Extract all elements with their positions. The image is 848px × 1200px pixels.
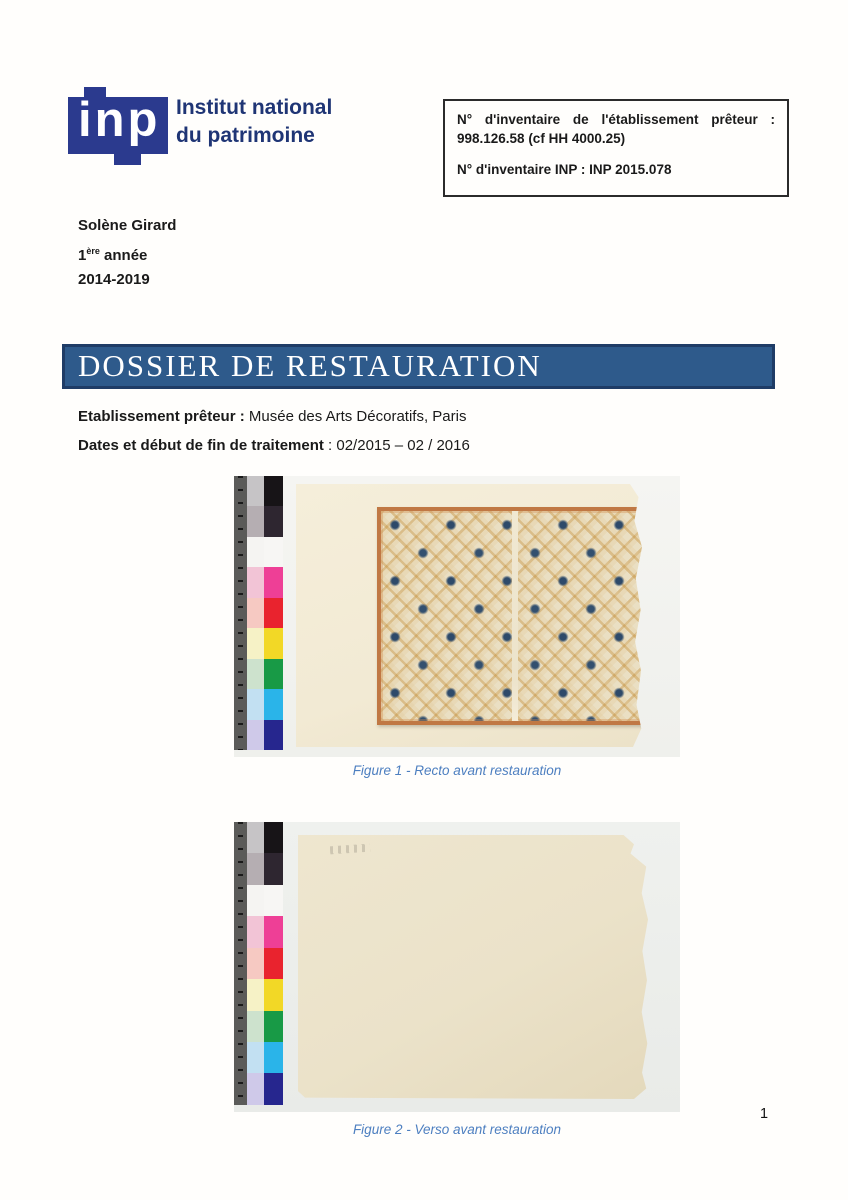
author-period: 2014-2019 — [78, 271, 150, 288]
color-chart-patches — [247, 822, 283, 1105]
figure-1-photo — [234, 476, 680, 757]
inventory-box — [443, 99, 789, 197]
color-chart-scale-band — [234, 822, 247, 1105]
color-chart-row — [247, 1011, 283, 1042]
color-chart-patches — [247, 476, 283, 750]
inventory-lender-label: N° d'inventaire de l'établissement prêteur : — [457, 112, 775, 127]
author-year-sup: ère — [86, 245, 100, 256]
artifact-recto-textile — [377, 507, 653, 725]
color-chart-row — [247, 659, 283, 689]
color-calibration-chart — [234, 476, 283, 750]
color-chart-row — [247, 567, 283, 597]
color-chart-row — [247, 885, 283, 916]
artifact-paper-recto — [296, 484, 642, 747]
color-chart-row — [247, 1073, 283, 1104]
lender-line — [78, 403, 470, 432]
pencil-inscription-mark — [330, 844, 370, 855]
org-name-line2: du patrimoine — [176, 124, 315, 147]
color-chart-row — [247, 689, 283, 719]
org-name — [176, 94, 332, 150]
author-name: Solène Girard — [78, 217, 177, 234]
color-chart-row — [247, 853, 283, 884]
inp-logo-shape — [114, 152, 141, 165]
color-chart-row — [247, 506, 283, 536]
inp-logo-text: inp — [78, 93, 161, 147]
treatment-details — [78, 403, 470, 460]
color-chart-row — [247, 979, 283, 1010]
inp-logo — [68, 86, 172, 168]
author-year: 1ère année — [78, 245, 148, 264]
page-number: 1 — [760, 1106, 769, 1122]
color-chart-row — [247, 720, 283, 750]
dates-label: Dates et début de fin de traitement — [78, 436, 324, 454]
inventory-inp-number: N° d'inventaire INP : INP 2015.078 — [457, 162, 672, 177]
figure-2-photo — [234, 822, 680, 1112]
dates-value: : 02/2015 – 02 / 2016 — [323, 436, 470, 454]
artifact-paper-verso — [298, 835, 648, 1099]
color-chart-row — [247, 476, 283, 506]
lender-value: Musée des Arts Décoratifs, Paris — [244, 408, 467, 425]
color-chart-row — [247, 1042, 283, 1073]
inventory-lender-number: 998.126.58 (cf HH 4000.25) — [457, 131, 626, 146]
color-chart-row — [247, 916, 283, 947]
color-chart-row — [247, 628, 283, 658]
lender-label: Etablissement prêteur : — [78, 408, 245, 425]
author-block — [78, 214, 176, 293]
title-banner: DOSSIER DE RESTAURATION — [62, 344, 775, 389]
color-chart-row — [247, 948, 283, 979]
org-name-line1: Institut national — [176, 96, 333, 119]
color-chart-scale-band — [234, 476, 247, 750]
figure-1-caption: Figure 1 - Recto avant restauration — [352, 763, 562, 778]
figure-2-caption: Figure 2 - Verso avant restauration — [352, 1122, 562, 1137]
color-chart-row — [247, 822, 283, 853]
color-chart-row — [247, 598, 283, 628]
dates-line — [78, 432, 470, 461]
color-chart-row — [247, 537, 283, 567]
color-calibration-chart — [234, 822, 283, 1105]
